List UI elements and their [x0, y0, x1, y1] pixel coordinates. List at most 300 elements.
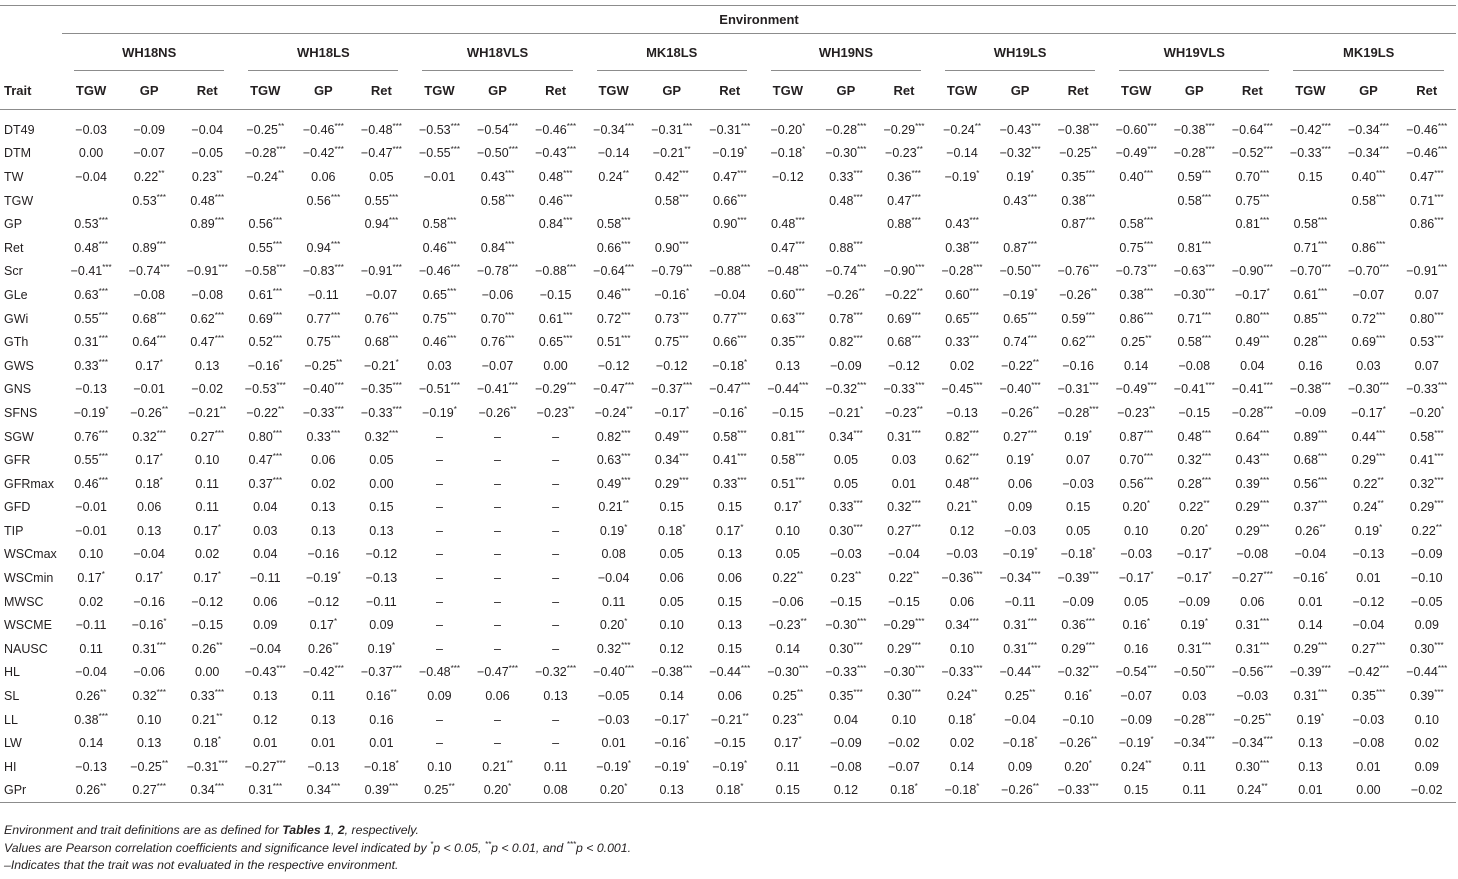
correlation-cell: – — [435, 641, 443, 656]
significance-marker: *** — [214, 310, 225, 320]
significance-marker: *** — [1143, 286, 1154, 296]
significance-marker: ** — [854, 569, 862, 579]
significance-marker: *** — [1437, 263, 1448, 273]
significance-marker: *** — [857, 617, 867, 627]
significance-marker: * — [159, 569, 163, 579]
correlation-cell: 0.27*** — [1351, 640, 1386, 656]
correlation-cell: −0.88*** — [709, 263, 751, 279]
correlation-cell: 0.65*** — [1003, 310, 1037, 326]
correlation-cell: −0.10 — [1062, 712, 1094, 727]
significance-marker: *** — [1434, 687, 1444, 697]
environment-name: MK19LS — [1343, 45, 1395, 60]
significance-marker: *** — [276, 263, 286, 273]
correlation-cell: 0.63*** — [771, 310, 805, 326]
correlation-cell: −0.54*** — [1115, 664, 1157, 680]
correlation-cell: −0.13 — [307, 759, 340, 774]
correlation-cell: 0.43*** — [945, 216, 979, 232]
significance-marker: * — [279, 357, 283, 367]
significance-marker: *** — [1375, 310, 1386, 320]
correlation-cell: 0.87*** — [1003, 239, 1037, 255]
significance-marker: *** — [1321, 664, 1331, 674]
correlation-cell: −0.19* — [1002, 286, 1038, 302]
correlation-cell: 0.15 — [1065, 500, 1091, 515]
footnote-sup: ** — [484, 839, 492, 849]
significance-marker: *** — [621, 216, 631, 226]
correlation-cell: 0.48*** — [538, 168, 573, 184]
correlation-cell: −0.03 — [1004, 523, 1036, 538]
correlation-cell: 0.15 — [717, 594, 742, 609]
correlation-cell: 0.27*** — [120, 779, 178, 803]
correlation-cell: −0.34*** — [593, 121, 635, 137]
trait-name: GWS — [4, 358, 34, 373]
correlation-cell: 0.11 — [1165, 779, 1223, 803]
correlation-cell: −0.15 — [713, 736, 746, 751]
footnote-table-ref[interactable]: Tables 1 — [282, 823, 331, 837]
correlation-cell: 0.19* — [1296, 711, 1325, 727]
correlation-cell: −0.20* — [1409, 404, 1445, 420]
significance-marker: * — [740, 522, 744, 532]
significance-marker: *** — [621, 333, 631, 343]
correlation-cell: 0.48*** — [829, 192, 863, 208]
correlation-cell: 0.64*** — [1235, 428, 1270, 444]
significance-marker: ** — [1435, 522, 1443, 532]
correlation-cell: −0.30*** — [767, 664, 809, 680]
significance-marker: *** — [330, 192, 341, 202]
significance-marker: *** — [679, 168, 689, 178]
correlation-cell: 0.08 — [601, 547, 626, 562]
significance-marker: * — [1324, 569, 1328, 579]
significance-marker: * — [105, 404, 109, 414]
significance-marker: *** — [795, 286, 805, 296]
significance-marker: *** — [156, 192, 166, 202]
significance-marker: *** — [911, 499, 921, 509]
environment-header — [236, 34, 410, 72]
correlation-cell: 0.29*** — [887, 640, 921, 656]
significance-marker: *** — [1089, 263, 1099, 273]
correlation-cell: 0.11 — [543, 759, 568, 774]
correlation-cell: 0.22** — [1178, 499, 1210, 515]
environment-name: WH19VLS — [1163, 45, 1225, 60]
significance-marker: * — [1204, 617, 1209, 627]
significance-marker: *** — [624, 263, 635, 273]
correlation-cell: −0.43*** — [244, 664, 286, 680]
significance-marker: ** — [916, 404, 923, 414]
footnote-significance — [4, 840, 631, 858]
correlation-cell: 0.14 — [1124, 358, 1149, 373]
correlation-cell: 0.06 — [949, 594, 975, 609]
significance-marker: *** — [388, 310, 399, 320]
environment-header — [585, 34, 759, 72]
correlation-cell: −0.29*** — [883, 121, 925, 137]
correlation-cell: −0.04 — [1294, 547, 1327, 562]
correlation-cell: −0.09 — [1120, 712, 1153, 727]
correlation-cell: 0.62*** — [1061, 333, 1095, 350]
significance-marker: * — [740, 782, 744, 792]
correlation-cell: −0.11 — [249, 571, 281, 586]
significance-marker: *** — [508, 145, 519, 155]
significance-marker: *** — [1259, 499, 1270, 509]
correlation-cell: 0.39*** — [1235, 475, 1270, 491]
significance-marker: *** — [330, 239, 341, 249]
correlation-cell: −0.33*** — [941, 664, 983, 680]
subcolumn-header: GP — [1165, 71, 1223, 110]
correlation-cell: −0.14 — [597, 146, 630, 161]
correlation-cell: −0.12 — [1352, 594, 1385, 609]
correlation-cell: −0.13 — [1352, 547, 1385, 562]
significance-marker: *** — [737, 216, 747, 226]
correlation-cell: −0.23** — [885, 404, 923, 420]
correlation-cell: 0.69*** — [248, 310, 283, 326]
subcolumn-header: Ret — [1223, 71, 1281, 110]
table-row — [0, 519, 1456, 543]
correlation-cell: −0.19* — [422, 404, 457, 420]
correlation-cell: 0.41*** — [712, 451, 747, 468]
table-row — [0, 142, 1456, 166]
correlation-cell: 0.87*** — [1061, 216, 1095, 232]
significance-marker: *** — [218, 758, 228, 768]
trait-name: GFD — [4, 500, 31, 515]
correlation-cell: −0.01 — [423, 169, 456, 184]
correlation-cell: 0.22** — [133, 168, 165, 184]
correlation-cell: 0.58*** — [1177, 333, 1212, 350]
significance-marker: *** — [505, 239, 515, 249]
significance-marker: *** — [563, 192, 573, 202]
significance-marker: *** — [1089, 664, 1099, 674]
correlation-cell: 0.09 — [1007, 500, 1033, 515]
correlation-cell: 0.81*** — [1177, 239, 1212, 255]
significance-marker: *** — [1031, 569, 1041, 579]
correlation-cell: −0.12 — [307, 594, 340, 609]
significance-marker: *** — [1147, 121, 1157, 131]
trait-name: GWi — [4, 311, 29, 326]
significance-marker: *** — [392, 381, 402, 391]
correlation-cell: −0.45*** — [941, 381, 983, 397]
correlation-cell: 0.06 — [253, 594, 278, 609]
correlation-cell: 0.26** — [62, 779, 120, 803]
correlation-cell: −0.15 — [830, 594, 862, 609]
significance-marker: * — [1030, 168, 1034, 178]
correlation-cell: −0.33*** — [1049, 779, 1107, 803]
correlation-cell: 0.19* — [1180, 617, 1209, 633]
correlation-cell: −0.22** — [246, 404, 285, 420]
significance-marker: *** — [1263, 735, 1273, 745]
correlation-cell: −0.30*** — [1347, 381, 1389, 397]
correlation-cell: 0.75*** — [654, 333, 689, 350]
correlation-cell: −0.19* — [305, 569, 341, 586]
correlation-cell: – — [435, 571, 443, 586]
significance-marker: ** — [971, 499, 978, 509]
significance-marker: *** — [505, 192, 515, 202]
correlation-cell: 0.05 — [775, 547, 801, 562]
correlation-cell: 0.58*** — [1409, 428, 1444, 444]
correlation-cell: −0.47*** — [477, 664, 519, 680]
correlation-cell: 0.39*** — [352, 779, 410, 803]
significance-marker: *** — [1375, 428, 1386, 438]
correlation-cell: −0.46*** — [418, 263, 460, 279]
significance-marker: ** — [1261, 782, 1268, 792]
significance-marker: * — [682, 522, 686, 532]
correlation-cell: −0.19* — [654, 758, 690, 774]
trait-name: Ret — [4, 240, 24, 255]
significance-marker: *** — [853, 499, 863, 509]
table-row — [0, 496, 1456, 520]
correlation-cell: 0.33*** — [74, 357, 108, 373]
correlation-cell: −0.12 — [365, 547, 398, 562]
significance-marker: ** — [336, 357, 343, 367]
correlation-cell: 0.27*** — [887, 522, 921, 538]
table-row — [0, 165, 1456, 189]
header-blank — [0, 34, 62, 72]
significance-marker: *** — [450, 664, 460, 674]
correlation-cell: 0.88*** — [887, 216, 921, 232]
correlation-cell: −0.21* — [828, 404, 864, 420]
significance-marker: *** — [795, 475, 805, 485]
correlation-cell — [875, 236, 933, 260]
correlation-cell: 0.09 — [1007, 759, 1033, 774]
correlation-cell: −0.23** — [1117, 404, 1156, 420]
significance-marker: * — [976, 782, 980, 792]
subcolumn-header: Ret — [701, 71, 759, 110]
significance-marker: *** — [1263, 121, 1273, 131]
footnote-sup: * — [430, 839, 434, 849]
significance-marker: *** — [1375, 239, 1386, 249]
correlation-cell: −0.29*** — [535, 381, 577, 397]
subcolumn-header-row — [0, 71, 1456, 110]
correlation-cell: 0.72*** — [1351, 310, 1386, 326]
correlation-cell: 0.20* — [1064, 758, 1092, 774]
significance-marker: *** — [98, 216, 108, 226]
significance-marker: *** — [98, 286, 108, 296]
correlation-cell: −0.04 — [597, 571, 630, 586]
correlation-cell: 0.29*** — [1061, 640, 1095, 656]
significance-marker: *** — [853, 310, 863, 320]
correlation-cell: 0.32*** — [1409, 475, 1444, 491]
correlation-cell: 0.32*** — [596, 640, 631, 656]
significance-marker: *** — [276, 145, 286, 155]
significance-marker: * — [1150, 569, 1154, 579]
correlation-cell: 0.16 — [369, 712, 394, 727]
correlation-cell: 0.00 — [543, 358, 568, 373]
significance-marker: *** — [388, 782, 399, 792]
correlation-cell: −0.37*** — [360, 664, 402, 680]
significance-marker: *** — [624, 121, 635, 131]
correlation-cell: 0.46*** — [422, 333, 457, 350]
significance-marker: *** — [446, 333, 457, 343]
correlation-cell: −0.34*** — [1173, 735, 1215, 751]
correlation-cell: 0.01 — [1298, 594, 1323, 609]
environment-underline — [597, 70, 747, 71]
correlation-cell: 0.64*** — [132, 333, 166, 350]
significance-marker: *** — [392, 664, 402, 674]
significance-marker: * — [1382, 404, 1386, 414]
significance-marker: *** — [911, 640, 921, 650]
significance-marker: *** — [969, 239, 979, 249]
significance-marker: *** — [1434, 451, 1444, 461]
correlation-cell: −0.44*** — [767, 381, 809, 397]
correlation-cell: 0.32*** — [132, 687, 166, 704]
correlation-cell: 0.14 — [659, 689, 684, 704]
correlation-cell: 0.31*** — [1003, 640, 1037, 656]
correlation-cell: 0.17* — [774, 499, 802, 515]
correlation-cell: 0.53*** — [74, 216, 108, 232]
correlation-cell: −0.34*** — [1347, 145, 1389, 161]
correlation-cell: −0.32*** — [825, 381, 867, 397]
significance-marker: *** — [272, 782, 283, 792]
significance-marker: * — [685, 286, 690, 296]
correlation-cell: −0.18* — [364, 758, 399, 774]
footnote-table-ref[interactable]: 2 — [337, 823, 345, 837]
significance-marker: *** — [1143, 168, 1154, 178]
significance-marker: *** — [1434, 499, 1444, 509]
correlation-cell: −0.70*** — [1347, 263, 1389, 279]
significance-marker: *** — [1031, 664, 1041, 674]
correlation-cell: −0.52*** — [1231, 145, 1273, 161]
correlation-cell: 0.80*** — [1235, 310, 1270, 326]
significance-marker: *** — [1321, 121, 1331, 131]
correlation-cell: 0.66*** — [712, 192, 747, 208]
correlation-cell: −0.04 — [133, 547, 165, 562]
significance-marker: ** — [742, 711, 749, 721]
subcolumn-header: Ret — [1398, 71, 1457, 110]
correlation-cell: −0.19* — [73, 404, 109, 420]
correlation-cell: −0.18* — [1060, 546, 1096, 562]
significance-marker: *** — [853, 333, 863, 343]
correlation-cell: −0.27*** — [244, 758, 286, 774]
correlation-cell: 0.58*** — [712, 428, 747, 444]
correlation-cell: −0.03 — [597, 712, 630, 727]
significance-marker: *** — [156, 782, 166, 792]
significance-marker: *** — [388, 333, 399, 343]
significance-marker: *** — [156, 640, 166, 650]
significance-marker: * — [395, 758, 399, 768]
significance-marker: *** — [334, 381, 344, 391]
correlation-cell: 0.11 — [79, 641, 103, 656]
significance-marker: * — [508, 782, 512, 792]
correlation-cell: – — [494, 641, 501, 656]
correlation-cell: – — [435, 594, 443, 609]
significance-marker: *** — [1259, 640, 1270, 650]
significance-marker: *** — [1089, 381, 1099, 391]
table-row — [0, 637, 1456, 661]
significance-marker: ** — [1090, 286, 1098, 296]
significance-marker: * — [395, 357, 399, 367]
correlation-cell: – — [435, 618, 443, 633]
correlation-cell: −0.08 — [1352, 736, 1385, 751]
significance-marker: *** — [679, 239, 689, 249]
environment-header — [62, 34, 236, 72]
significance-marker: *** — [156, 333, 166, 343]
significance-marker: ** — [1090, 735, 1098, 745]
significance-marker: *** — [915, 263, 925, 273]
correlation-cell: 0.28*** — [1177, 475, 1212, 491]
correlation-cell: 0.90*** — [712, 216, 747, 232]
correlation-cell: 0.14 — [78, 736, 104, 751]
correlation-cell: −0.15 — [1178, 405, 1211, 420]
correlation-cell: 0.94*** — [306, 239, 341, 255]
correlation-cell: 0.04 — [833, 712, 859, 727]
significance-marker: *** — [566, 664, 577, 674]
correlation-cell: 0.58*** — [1351, 192, 1386, 208]
correlation-cell: −0.09 — [830, 736, 862, 751]
significance-marker: *** — [853, 168, 863, 178]
correlation-cell: 0.21** — [598, 499, 629, 515]
subcolumn-header: TGW — [759, 71, 817, 110]
significance-marker: *** — [737, 428, 747, 438]
correlation-cell: −0.04 — [75, 665, 107, 680]
correlation-cell: −0.09 — [1294, 405, 1327, 420]
correlation-cell: 0.15 — [369, 500, 394, 515]
correlation-cell: 0.03 — [891, 453, 917, 468]
table-row — [0, 755, 1456, 779]
correlation-cell: 0.56*** — [1119, 475, 1154, 491]
significance-marker: ** — [216, 168, 223, 178]
trait-name: WSCmin — [4, 571, 54, 586]
correlation-cell: −0.21* — [364, 357, 399, 373]
correlation-cell: 0.48*** — [74, 239, 108, 255]
significance-marker: *** — [98, 475, 108, 485]
correlation-cell: – — [494, 547, 501, 562]
correlation-cell: 0.68*** — [887, 333, 921, 350]
significance-marker: *** — [1375, 451, 1386, 461]
correlation-cell: 0.13 — [543, 689, 568, 704]
correlation-cell: 0.49*** — [1235, 333, 1270, 350]
significance-marker: *** — [1434, 310, 1444, 320]
footnote-text: , respectively. — [344, 823, 419, 837]
correlation-cell: – — [552, 641, 560, 656]
correlation-cell: 0.82*** — [596, 428, 631, 444]
correlation-cell: 0.31*** — [74, 333, 108, 350]
correlation-cell: 0.58*** — [1119, 216, 1154, 232]
correlation-cell: 0.36*** — [887, 168, 921, 184]
significance-marker: *** — [737, 168, 747, 178]
environment-underline — [74, 70, 224, 71]
significance-marker: *** — [1434, 475, 1444, 485]
correlation-cell: 0.26** — [191, 640, 223, 656]
correlation-cell: −0.35*** — [360, 381, 402, 397]
correlation-cell: 0.19* — [1354, 522, 1383, 538]
significance-marker: *** — [214, 687, 225, 697]
correlation-cell: −0.30*** — [883, 664, 925, 680]
significance-marker: ** — [100, 687, 107, 697]
correlation-cell: 0.31*** — [1003, 617, 1037, 633]
correlation-cell: −0.11 — [307, 287, 339, 302]
correlation-cell: 0.05 — [659, 547, 684, 562]
correlation-cell: 0.00 — [195, 665, 220, 680]
significance-marker: ** — [100, 782, 107, 792]
significance-marker: *** — [1147, 664, 1157, 674]
correlation-cell: −0.04 — [191, 122, 224, 137]
significance-marker: *** — [272, 286, 283, 296]
significance-marker: * — [1088, 428, 1092, 438]
significance-marker: *** — [330, 310, 341, 320]
correlation-cell: 0.35*** — [829, 687, 863, 704]
correlation-cell — [62, 189, 120, 213]
significance-marker: *** — [969, 475, 979, 485]
subcolumn-header: TGW — [236, 71, 294, 110]
correlation-cell: 0.37*** — [1293, 499, 1328, 515]
significance-marker: *** — [1205, 121, 1215, 131]
significance-marker: ** — [1148, 404, 1156, 414]
significance-marker: *** — [1201, 640, 1212, 650]
significance-marker: *** — [1085, 310, 1095, 320]
correlation-cell: 0.09 — [369, 618, 394, 633]
correlation-cell: −0.04 — [888, 547, 920, 562]
correlation-cell: 0.13 — [643, 779, 701, 803]
significance-marker: *** — [272, 475, 283, 485]
correlation-cell: 0.13 — [136, 736, 162, 751]
correlation-cell: −0.56*** — [1231, 664, 1273, 680]
correlation-cell: −0.42*** — [302, 664, 344, 680]
